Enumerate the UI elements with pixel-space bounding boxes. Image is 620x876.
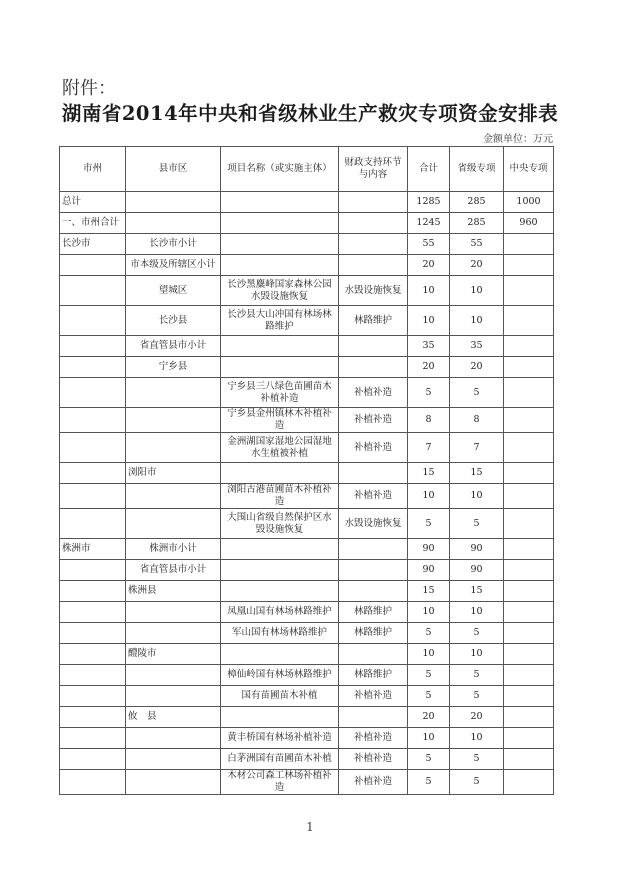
cell-total: 1285 [408,192,450,213]
cell-total: 35 [408,336,450,357]
header-central: 中央专项 [504,147,554,192]
cell-county [126,623,221,644]
cell-city [60,336,126,357]
cell-city [60,306,126,336]
table-row [60,539,554,560]
cell-city [60,357,126,378]
cell-project: 木材公司森工林场补植补造 [221,770,339,795]
cell-project: 金洲湖国家湿地公园湿地水生植被补植 [221,433,339,463]
cell-county: 攸 县 [126,707,221,728]
cell-total: 90 [408,539,450,560]
cell-county: 浏阳市 [126,463,221,484]
cell-provincial: 35 [450,336,504,357]
cell-provincial: 10 [450,644,504,665]
table-row [60,707,554,728]
cell-total: 5 [408,665,450,686]
cell-support [339,707,408,728]
table-row [60,255,554,276]
cell-total: 10 [408,728,450,749]
cell-central [504,463,554,484]
cell-provincial: 10 [450,276,504,306]
document-title: 湖南省2014年中央和省级林业生产救灾专项资金安排表 [61,102,559,125]
cell-county: 市本级及所辖区小计 [126,255,221,276]
cell-total: 8 [408,408,450,433]
cell-provincial: 10 [450,728,504,749]
table-row [60,602,554,623]
cell-provincial: 5 [450,509,504,539]
cell-provincial: 5 [450,665,504,686]
cell-provincial: 90 [450,560,504,581]
table-row [60,623,554,644]
cell-project [221,581,339,602]
cell-total: 20 [408,255,450,276]
cell-project: 宁乡县三八绿色苗圃苗木补植补造 [221,378,339,408]
table-row [60,581,554,602]
cell-provincial: 20 [450,707,504,728]
cell-provincial: 90 [450,539,504,560]
cell-total: 10 [408,276,450,306]
cell-county [126,665,221,686]
cell-support: 补植补造 [339,433,408,463]
header-project: 项目名称（或实施主体） [221,147,339,192]
cell-provincial: 10 [450,306,504,336]
table-row [60,686,554,707]
cell-project [221,644,339,665]
cell-support: 补植补造 [339,728,408,749]
cell-support [339,213,408,234]
cell-county [126,408,221,433]
cell-support [339,336,408,357]
table-row [60,665,554,686]
table-row [60,408,554,433]
cell-county [126,686,221,707]
cell-central [504,336,554,357]
cell-central [504,770,554,795]
cell-central [504,378,554,408]
cell-total: 5 [408,509,450,539]
cell-total: 1245 [408,213,450,234]
table-header-row [60,147,554,192]
cell-total: 15 [408,581,450,602]
cell-provincial: 5 [450,623,504,644]
cell-county [126,749,221,770]
table-row [60,728,554,749]
cell-city: 株洲市 [60,539,126,560]
cell-provincial: 55 [450,234,504,255]
cell-city [60,255,126,276]
cell-project: 凤凰山国有林场林路维护 [221,602,339,623]
cell-city [60,602,126,623]
cell-city [60,749,126,770]
header-total: 合计 [408,147,450,192]
cell-provincial: 5 [450,770,504,795]
cell-provincial: 8 [450,408,504,433]
cell-project: 国有苗圃苗木补植 [221,686,339,707]
cell-total: 7 [408,433,450,463]
cell-support: 补植补造 [339,408,408,433]
cell-support [339,255,408,276]
cell-support [339,560,408,581]
cell-project [221,255,339,276]
fund-allocation-table [59,146,554,795]
table-row [60,276,554,306]
cell-central: 960 [504,213,554,234]
cell-support: 林路维护 [339,623,408,644]
table-row [60,433,554,463]
cell-central [504,408,554,433]
cell-central [504,707,554,728]
cell-city [60,509,126,539]
cell-city [60,276,126,306]
cell-central [504,357,554,378]
table-row [60,484,554,509]
cell-city [60,686,126,707]
cell-central [504,560,554,581]
table-row [60,770,554,795]
header-support: 财政支持环节与内容 [339,147,408,192]
table-row [60,336,554,357]
cell-support [339,644,408,665]
cell-support: 补植补造 [339,484,408,509]
cell-provincial: 20 [450,255,504,276]
cell-support: 林路维护 [339,665,408,686]
cell-central [504,255,554,276]
cell-county [126,213,221,234]
cell-total: 90 [408,560,450,581]
cell-central [504,539,554,560]
cell-city [60,644,126,665]
cell-total: 20 [408,707,450,728]
cell-city [60,728,126,749]
cell-provincial: 15 [450,463,504,484]
cell-central [504,602,554,623]
cell-support [339,539,408,560]
cell-total: 5 [408,686,450,707]
cell-total: 10 [408,484,450,509]
cell-provincial: 285 [450,213,504,234]
cell-county [126,509,221,539]
table-row [60,192,554,213]
cell-central [504,728,554,749]
cell-project [221,463,339,484]
cell-county [126,728,221,749]
header-provincial: 省级专项 [450,147,504,192]
cell-provincial: 5 [450,749,504,770]
table-row [60,306,554,336]
cell-support [339,357,408,378]
cell-county [126,192,221,213]
cell-support: 补植补造 [339,378,408,408]
cell-provincial: 7 [450,433,504,463]
cell-county: 株洲市小计 [126,539,221,560]
cell-project [221,234,339,255]
cell-project [221,707,339,728]
table-row [60,234,554,255]
cell-support: 水毁设施恢复 [339,276,408,306]
cell-city: 总计 [60,192,126,213]
cell-project: 长沙县大山冲国有林场林路维护 [221,306,339,336]
cell-support [339,192,408,213]
cell-support: 补植补造 [339,686,408,707]
cell-support [339,581,408,602]
cell-project: 樟仙岭国有林场林路维护 [221,665,339,686]
cell-city [60,623,126,644]
cell-project [221,357,339,378]
cell-central [504,581,554,602]
cell-support: 补植补造 [339,749,408,770]
cell-central [504,686,554,707]
table-row [60,644,554,665]
cell-total: 5 [408,749,450,770]
amount-unit-note: 金额单位：万元 [483,134,553,145]
cell-county: 醴陵市 [126,644,221,665]
header-county: 县市区 [126,147,221,192]
table-body [60,192,554,795]
cell-project [221,336,339,357]
cell-project: 长沙黑麋峰国家森林公园水毁设施恢复 [221,276,339,306]
cell-city [60,560,126,581]
cell-central [504,665,554,686]
cell-county: 长沙市小计 [126,234,221,255]
cell-provincial: 10 [450,484,504,509]
cell-city [60,770,126,795]
cell-city [60,665,126,686]
cell-support [339,234,408,255]
cell-project [221,213,339,234]
cell-county [126,770,221,795]
cell-central [504,644,554,665]
table-row [60,509,554,539]
cell-project: 白茅洲国有苗圃苗木补植 [221,749,339,770]
cell-support: 补植补造 [339,770,408,795]
cell-total: 20 [408,357,450,378]
cell-provincial: 285 [450,192,504,213]
cell-county [126,433,221,463]
cell-city [60,484,126,509]
table-row [60,749,554,770]
cell-provincial: 20 [450,357,504,378]
cell-city [60,463,126,484]
cell-provincial: 15 [450,581,504,602]
cell-county [126,378,221,408]
cell-project [221,560,339,581]
cell-project: 浏阳古港苗圃苗木补植补造 [221,484,339,509]
cell-central [504,484,554,509]
cell-central [504,306,554,336]
cell-county: 望城区 [126,276,221,306]
cell-central [504,433,554,463]
table-row [60,378,554,408]
cell-project: 军山国有林场林路维护 [221,623,339,644]
cell-city: 一、市州合计 [60,213,126,234]
cell-county [126,602,221,623]
cell-total: 5 [408,623,450,644]
page-number: 1 [306,820,314,834]
cell-central [504,276,554,306]
cell-county: 株洲县 [126,581,221,602]
cell-central: 1000 [504,192,554,213]
table-row [60,357,554,378]
cell-central [504,509,554,539]
cell-city [60,408,126,433]
cell-total: 10 [408,602,450,623]
cell-county: 宁乡县 [126,357,221,378]
cell-project [221,192,339,213]
cell-provincial: 10 [450,602,504,623]
cell-county: 省直管县市小计 [126,336,221,357]
cell-central [504,749,554,770]
cell-central [504,234,554,255]
attachment-label: 附件： [62,78,116,99]
cell-project: 宁乡县金州镇林木补植补造 [221,408,339,433]
cell-total: 15 [408,463,450,484]
header-city: 市州 [60,147,126,192]
cell-city [60,433,126,463]
cell-support: 林路维护 [339,306,408,336]
cell-city [60,707,126,728]
cell-project: 黄丰桥国有林场补植补造 [221,728,339,749]
cell-support: 水毁设施恢复 [339,509,408,539]
table-row [60,213,554,234]
cell-central [504,623,554,644]
cell-total: 5 [408,770,450,795]
cell-total: 5 [408,378,450,408]
cell-support: 林路维护 [339,602,408,623]
cell-total: 55 [408,234,450,255]
cell-project: 大围山省级自然保护区水毁设施恢复 [221,509,339,539]
cell-total: 10 [408,306,450,336]
cell-county: 省直管县市小计 [126,560,221,581]
table-row [60,560,554,581]
cell-provincial: 5 [450,686,504,707]
cell-total: 10 [408,644,450,665]
cell-county [126,484,221,509]
cell-support [339,463,408,484]
cell-city [60,378,126,408]
cell-project [221,539,339,560]
cell-city [60,581,126,602]
cell-city: 长沙市 [60,234,126,255]
cell-provincial: 5 [450,378,504,408]
table-row [60,463,554,484]
cell-county: 长沙县 [126,306,221,336]
